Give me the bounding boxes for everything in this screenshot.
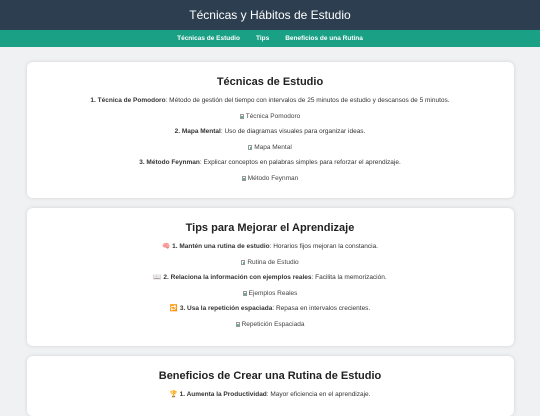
broken-image-icon [248,145,252,150]
site-title: Técnicas y Hábitos de Estudio [189,8,351,22]
broken-image-icon [236,322,240,327]
repeat-icon: 🔁 [169,305,178,312]
item-text: : Repasa en intervalos crecientes. [272,305,371,312]
image-alt-text: Mapa Mental [254,144,292,151]
trophy-icon: 🏆 [169,391,178,398]
item-title: 3. Método Feynman [139,159,200,166]
item-title: 1. Mantén una rutina de estudio [172,243,270,250]
image-alt-text: Rutina de Estudio [247,259,299,266]
broken-image-icon [243,291,247,296]
broken-image [35,113,506,120]
book-icon: 📖 [153,274,162,281]
nav-link-beneficios[interactable]: Beneficios de una Rutina [285,35,363,42]
section-title: Tips para Mejorar el Aprendizaje [185,222,355,234]
section-title: Beneficios de Crear una Rutina de Estudio [158,370,382,382]
image-alt-text: Técnica Pomodoro [245,113,301,120]
item-text: : Horarios fijos mejoran la constancia. [269,243,378,250]
broken-image [35,321,506,328]
item-text: : Uso de diagramas visuales para organizar ideas. [220,128,366,135]
nav-link-tecnicas[interactable]: Técnicas de Estudio [177,35,240,42]
list-item [35,273,506,282]
list-item [35,304,506,313]
main-content [0,47,540,416]
image-alt-text: Método Feynman [247,175,299,182]
section-tecnicas [27,62,514,198]
nav-link-tips[interactable]: Tips [255,35,270,42]
section-tips [27,208,514,346]
broken-image-icon [240,114,244,119]
broken-image [35,290,506,297]
section-title: Técnicas de Estudio [216,76,324,88]
item-text: : Mayor eficiencia en el aprendizaje. [266,391,371,398]
list-item [35,127,506,136]
section-beneficios [27,356,514,416]
list-item [35,390,506,399]
item-text: : Facilita la memorización. [311,274,387,281]
item-title: 1. Aumenta la Productividad [179,391,267,398]
item-title: 2. Relaciona la información con ejemplos reales [163,274,312,281]
item-title: 1. Técnica de Pomodoro [90,97,166,104]
brain-icon: 🧠 [162,243,171,250]
main-nav [0,30,540,47]
item-text: : Explicar conceptos en palabras simples para reforzar el aprendizaje. [199,159,401,166]
item-text: : Método de gestión del tiempo con intervalos de 25 minutos de estudio y descansos de 5 minutos. [165,97,450,104]
broken-image-icon [242,176,246,181]
list-item [35,242,506,251]
site-header [0,0,540,30]
broken-image [35,259,506,266]
list-item [35,96,506,105]
item-title: 3. Usa la repetición espaciada [179,305,273,312]
image-alt-text: Ejemplos Reales [248,290,298,297]
list-item [35,158,506,167]
broken-image [35,144,506,151]
image-alt-text: Repetición Espaciada [241,321,305,328]
broken-image-icon [241,260,245,265]
broken-image [35,175,506,182]
item-title: 2. Mapa Mental [174,128,221,135]
